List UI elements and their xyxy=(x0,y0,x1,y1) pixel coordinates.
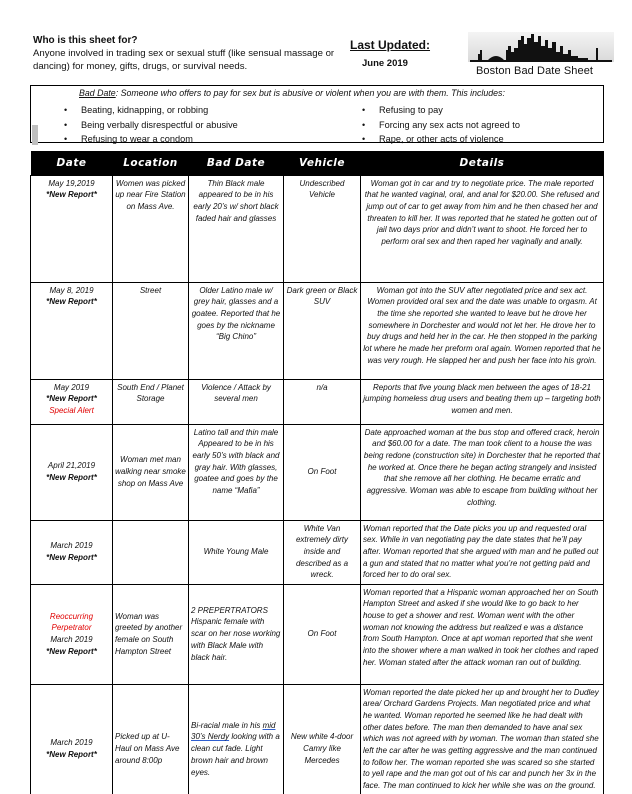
cell-details: Woman got into the SUV after negotiated price and sex act. Women provided oral sex and the date was unable to orgasm. At the time she reported she wanted to leave but he drove her somewhere in Dorchester and would not let her. He drove her to buy drugs and held her in the car. He then stopped in the parking lot where he made her preform oral again. Women reported that he was very rough. He slapped her and push her face into his groin. xyxy=(361,282,604,379)
new-report-badge: *New Report* xyxy=(46,394,97,404)
cell-bad-date: Latino tall and thin male Appeared to be in his early 50’s with black and gray hair. With glasses, goatee and goes by the name “Mafia” xyxy=(189,424,284,520)
definition-term: Bad Date xyxy=(79,88,116,98)
cell-date xyxy=(31,175,113,282)
cell-location: South End / Planet Storage xyxy=(113,379,189,424)
column-header-location: Location xyxy=(113,151,189,175)
table-row xyxy=(31,684,604,794)
last-updated-value: June 2019 xyxy=(362,58,408,69)
table-row xyxy=(31,520,604,584)
definition-list-right xyxy=(362,103,520,147)
report-date: March 2019 xyxy=(50,738,93,748)
new-report-badge: *New Report* xyxy=(46,646,97,656)
cell-bad-date: Violence / Attack by several men xyxy=(189,379,284,424)
column-header-bad-date: Bad Date xyxy=(189,151,284,175)
cell-vehicle: On Foot xyxy=(284,424,361,520)
definition-item: • Refusing to wear a condom xyxy=(64,132,238,147)
cell-vehicle: n/a xyxy=(284,379,361,424)
column-header-date: Date xyxy=(31,151,113,175)
definition-item: • Beating, kidnapping, or robbing xyxy=(64,103,238,118)
audience-text: Anyone involved in trading sex or sexual stuff (like sensual massage or dancing) for money, gifts, drugs, or survival needs. xyxy=(33,48,335,72)
table-row xyxy=(31,282,604,379)
cell-date xyxy=(31,282,113,379)
new-report-badge: *New Report* xyxy=(46,190,97,200)
table-row xyxy=(31,175,604,282)
audience-title: Who is this sheet for? xyxy=(33,35,138,46)
bad-date-table xyxy=(30,151,604,794)
bad-date-text: looking with a clean cut fade. Light brown hair and brown eyes. xyxy=(191,732,280,777)
cell-vehicle: White Van extremely dirty inside and described as a wreck. xyxy=(284,520,361,584)
new-report-badge: *New Report* xyxy=(46,297,97,307)
new-report-badge: *New Report* xyxy=(46,750,97,759)
column-header-details: Details xyxy=(361,151,604,175)
cell-date xyxy=(31,424,113,520)
table-row xyxy=(31,379,604,424)
logo xyxy=(468,32,618,82)
cell-vehicle: Dark green or Black SUV xyxy=(284,282,361,379)
cell-bad-date: Older Latino male w/ grey hair, glasses and a goatee. Reported that he goes by the nickname “Big Chino” xyxy=(189,282,284,379)
report-date: May 19,2019 xyxy=(48,178,95,188)
definition-text xyxy=(79,88,505,98)
cell-details: Date approached woman at the bus stop and offered crack, heroin and $60.00 for a date. The man took client to a house the was being redone (construction site) in Dorchester that he reported that he worked at. Once there he began acting strangely and insisted that she remove all her clothing. He became erratic and aggressive. Woman was able to escape from building without her clothing. xyxy=(361,424,604,520)
bad-date-definition xyxy=(30,85,604,143)
cell-vehicle: Undescribed Vehicle xyxy=(284,175,361,282)
cell-date xyxy=(31,520,113,584)
recurring-perpetrator-badge: Reoccurring Perpetrator xyxy=(49,611,94,633)
cell-location: Women was picked up near Fire Station on Mass Ave. xyxy=(113,175,189,282)
cell-location: Picked up at U-Haul on Mass Ave around 8:00p xyxy=(113,684,189,794)
cell-details: Woman got in car and try to negotiate price. The male reported that he wanted vaginal, oral, and anal for $20.00. She refused and jump out of car to get away from him and he then chased her and threaten to kill her. It was reported that he stated he gotten out of jail two days prior and didn’t want to shoot. He forced her to perform oral sex and then raped her vaginally and anally. xyxy=(361,175,604,282)
skyline-icon xyxy=(468,32,614,62)
cell-vehicle: New white 4-door Camry like Mercedes xyxy=(284,684,361,794)
cell-details: Reports that five young black men between the ages of 18-21 jumping homeless drug users and beating them up – targeting both women and men. xyxy=(361,379,604,424)
cell-vehicle: On Foot xyxy=(284,584,361,684)
margin-marker xyxy=(32,125,38,145)
cell-location: Woman was greeted by another female on South Hampton Street xyxy=(113,584,189,684)
definition-item: • Refusing to pay xyxy=(362,103,520,118)
cell-date xyxy=(31,379,113,424)
report-date: April 21,2019 xyxy=(47,461,96,471)
new-report-badge: *New Report* xyxy=(46,473,97,482)
bad-date-text: Bi-racial male in his xyxy=(191,720,263,730)
report-date: March 2019 xyxy=(50,635,93,644)
cell-bad-date: White Young Male xyxy=(189,520,284,584)
cell-date xyxy=(31,584,113,684)
report-date: March 2019 xyxy=(50,541,93,551)
special-alert-badge: Special Alert xyxy=(49,405,94,415)
last-updated xyxy=(350,38,430,69)
definition-item: • Forcing any sex acts not agreed to xyxy=(362,118,520,133)
report-date: May 8, 2019 xyxy=(49,285,94,295)
definition-list-left xyxy=(64,103,238,147)
logo-text: Boston Bad Date Sheet xyxy=(476,65,594,77)
report-date: May 2019 xyxy=(53,382,90,392)
new-report-badge: *New Report* xyxy=(46,553,97,562)
table-header xyxy=(31,151,604,175)
spellcheck-underlined-text: mid 30’s Nerdy xyxy=(191,720,276,742)
audience-section xyxy=(33,34,353,73)
cell-details: Woman reported the date picked her up and brought her to Dudley area/ Orchard Gardens Projects. Man negotiated price and what he wanted. Woman reported he seemed like he had dealt with other dates before. The man then demanded to have anal sex which was not agreed with by woman. The woman than stated she left the car after he was getting aggressive and the man continued to follow her. The woman reported she was scared so she started to yell rape and the man got out of his car and punch her 3x in the face. The man continued to kick her while she was on the ground. xyxy=(361,684,604,794)
cell-location xyxy=(113,520,189,584)
definition-body: : Someone who offers to pay for sex but is abusive or violent when you are with them. This includes: xyxy=(115,88,505,98)
cell-date xyxy=(31,684,113,794)
last-updated-label: Last Updated: xyxy=(350,38,431,52)
cell-bad-date: 2 PREPERTRATORS Hispanic female with scar on her nose working with Black Male with black hair. xyxy=(189,584,284,684)
cell-details: Woman reported that the Date picks you up and requested oral sex. While in van negotiating pay the date states that he’ll pay after. Woman reported that she argued with man and he pulled out a gun and stated that no matter what you’re not getting paid and forced her to do oral sex. xyxy=(361,520,604,584)
cell-location: Woman met man walking near smoke shop on Mass Ave xyxy=(113,424,189,520)
cell-location: Street xyxy=(113,282,189,379)
cell-bad-date: Thin Black male appeared to be in his early 20’s w/ short black faded hair and glasses xyxy=(189,175,284,282)
column-header-vehicle: Vehicle xyxy=(284,151,361,175)
definition-item: • Being verbally disrespectful or abusive xyxy=(64,118,238,133)
cell-details: Woman reported that a Hispanic woman approached her on South Hampton Street and asked if she would like to go back to her house to get a shower and rest. Woman went with the other woman not knowing the address but realized e was a distance from South Hampton. Once at apt woman reported that she went into the shower where a man walked in took her clothes and raped her. Woman stated after the attack woman ran out of building. xyxy=(361,584,604,684)
definition-item: • Rape, or other acts of violence xyxy=(362,132,520,147)
cell-bad-date xyxy=(189,684,284,794)
table-row xyxy=(31,584,604,684)
table-row xyxy=(31,424,604,520)
